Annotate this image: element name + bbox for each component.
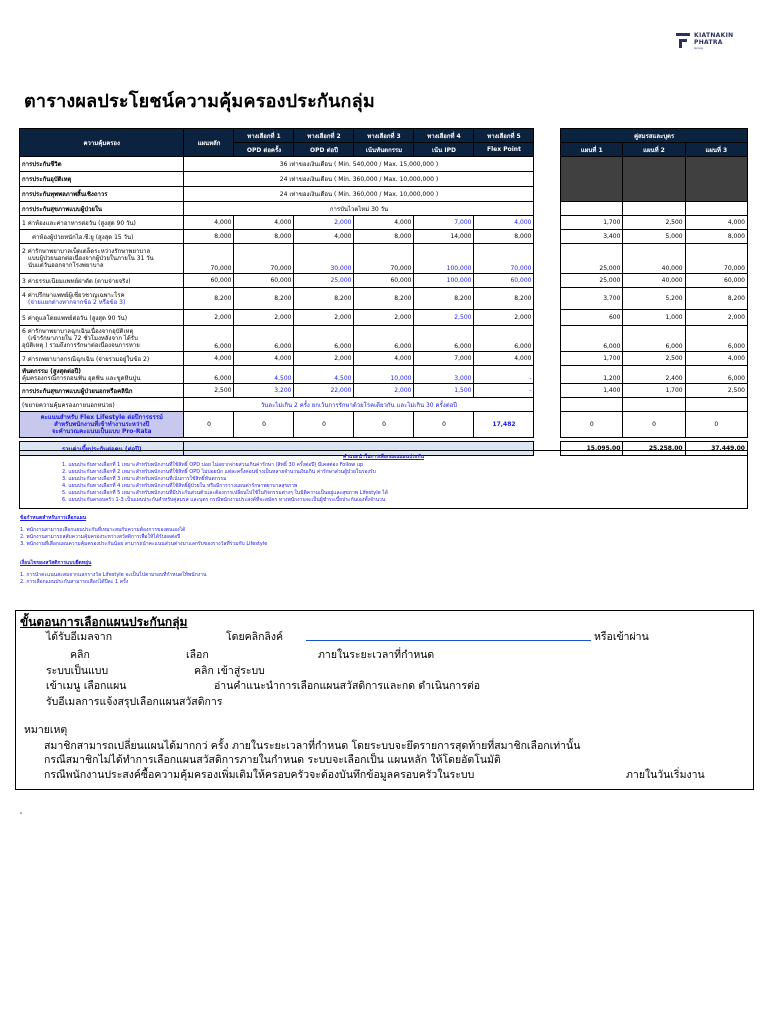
conditions-section — [20, 515, 267, 548]
cell-fam3: 60,000 — [685, 274, 747, 288]
step1-or-via: หรือเข้าผ่าน — [594, 631, 649, 643]
header-coverage: ความคุ้มครอง — [20, 129, 184, 157]
cell-main: 8,000 — [184, 230, 234, 244]
cell-opt4: 8,200 — [414, 288, 474, 310]
table-row — [20, 326, 748, 352]
remark-3: กรณีพนักงานประสงค์ซื้อความคุ้มครองเพิ่มเติมให้ครอบครัวจะต้องบันทึกข้อมูลครอบครัวในระบบ — [44, 769, 475, 781]
table-row — [20, 216, 748, 230]
cell-fam1: 25,000 — [561, 244, 623, 274]
cell-opt2: 6,000 — [294, 326, 354, 352]
cell-opt5: 8,000 — [474, 230, 534, 244]
logo-sub: Group — [694, 46, 704, 50]
table-row — [20, 412, 748, 438]
cell-opt3: 2,000 — [354, 384, 414, 398]
table-row — [20, 398, 748, 412]
advice-item: 4. แผนประกันทางเลือกที่ 4 เหมาะสำหรับพนักงานที่ใช้สิทธิ์ผู้ป่วยใน หรือมีการวางแผนค่ารักษาพยาบาลสุขภาพ — [62, 483, 298, 489]
cell-fam2: 2,400 — [623, 366, 685, 384]
benefits-table — [19, 128, 748, 456]
cell-fam2: 0 — [623, 412, 685, 438]
cell-opt3: 8,000 — [354, 230, 414, 244]
header-main-plan: แผนหลัก — [184, 129, 234, 157]
cell-main: 6,000 — [184, 326, 234, 352]
table-row — [20, 366, 748, 384]
cell-opt3: 0 — [354, 412, 414, 438]
total-fam2: 25,258.00 — [623, 442, 685, 456]
company-logo — [676, 32, 733, 50]
lifestyle-item: 2. การเลือกแผนประกันสามารถเลือกได้ปีละ 1 ครั้ง — [20, 579, 129, 585]
cell-opt3: 10,000 — [354, 366, 414, 384]
cell-opt5: 17,482 — [474, 412, 534, 438]
cell-fam1: 3,700 — [561, 288, 623, 310]
cell-opt1: 4,000 — [234, 352, 294, 366]
row-label-line: นับแต่วันออกจากโรงพยาบาล — [28, 262, 104, 269]
table-row — [20, 352, 748, 366]
cell-opt5: - — [474, 366, 534, 384]
step3-system: ระบบเป็นแบบ — [46, 665, 109, 677]
cell-fam1: 0 — [561, 412, 623, 438]
cell-opt2: 8,200 — [294, 288, 354, 310]
row-label: ค่าห้องผู้ป่วยหนักไอ.ซี.ยู (สูงสุด 15 วัน) — [20, 230, 184, 244]
cell-opt4: 2,500 — [414, 310, 474, 326]
header-option-2: ทางเลือกที่ 2 — [294, 129, 354, 143]
header-option-1-desc: OPD ต่อครั้ง — [234, 143, 294, 157]
cell-opt1: 3,200 — [234, 384, 294, 398]
conditions-title: ข้อกำหนดสำหรับการเลือกแผน — [20, 515, 87, 521]
lifestyle-title: เงื่อนไขของสวัสดิการแบบยืดหยุ่น — [20, 560, 92, 566]
cell-opt4: 14,000 — [414, 230, 474, 244]
cell-fam3: 8,200 — [685, 288, 747, 310]
cell-opt1: 4,500 — [234, 366, 294, 384]
cell-main: 60,000 — [184, 274, 234, 288]
cell-opt2: 2,000 — [294, 216, 354, 230]
cell-opt3: 4,000 — [354, 352, 414, 366]
step2-click: คลิก — [70, 649, 90, 661]
step4-continue: อ่านคำแนะนำการเลือกแผนสวัสดิการและกด ดำเนินการต่อ — [214, 680, 481, 692]
cell-fam2: 40,000 — [623, 244, 685, 274]
cell-opt2: 22,000 — [294, 384, 354, 398]
header-family-plan-2: แผนที่ 2 — [623, 143, 685, 157]
cell-fam3: 2,500 — [685, 384, 747, 398]
cell-main: 6,000 — [184, 366, 234, 384]
lifestyle-item: 1. การนำคะแนนสะสมจากแลกรางวัล Lifestyle จะเป็นไปตามรอบที่กำหนดให้พนักงาน — [20, 572, 207, 578]
cell-opt4: 100,000 — [414, 244, 474, 274]
table-row — [20, 310, 748, 326]
cell-fam1: 600 — [561, 310, 623, 326]
cell-opt4: 7,000 — [414, 352, 474, 366]
cell-fam1: 6,000 — [561, 326, 623, 352]
cell-opt1: 0 — [234, 412, 294, 438]
cell-opt1: 60,000 — [234, 274, 294, 288]
cell-opt1: 70,000 — [234, 244, 294, 274]
row-label-line: คุ้มครองกรณีการถอนฟัน อุดฟัน และขูดหินปูน — [22, 374, 141, 382]
row-label-line: (จ่ายแยกต่างหากจากข้อ 2 หรือข้อ 3) — [28, 298, 126, 306]
advice-item: 2. แผนประกันทางเลือกที่ 2 เหมาะสำหรับพนักงานที่ใช้สิทธิ์ OPD ไม่บ่อยนัก แต่ละครั้งค่อนข้างเป็นหลายจำนวนเงินเกิน ค่ารักษาส่วนผู้ป่วยในรองรับ — [62, 469, 376, 475]
row-accident-label: การประกันอุบัติเหตุ — [20, 172, 184, 187]
cell-fam1: 1,700 — [561, 352, 623, 366]
cell-fam2: 40,000 — [623, 274, 685, 288]
cell-fam2: 2,500 — [623, 352, 685, 366]
cell-opt4: 3,000 — [414, 366, 474, 384]
cell-main: 2,000 — [184, 310, 234, 326]
steps-title: ขั้นตอนการเลือกแผนประกันกลุ่ม — [20, 615, 188, 629]
table-row — [20, 244, 748, 274]
cell-main: 4,000 — [184, 216, 234, 230]
row-label-line: 6 ค่ารักษาพยาบาลฉุกเฉินเนื่องจากอุบัติเหตุ — [22, 328, 134, 335]
cell-opt4: 1,500 — [414, 384, 474, 398]
cell-main: 0 — [184, 412, 234, 438]
table-row — [20, 288, 748, 310]
advice-item: 1. แผนประกันทางเลือกที่ 1 เหมาะสำหรับพนักงานที่ใช้สิทธิ์ OPD บ่อย ไม่อยากจ่ายส่วนเกินค่ารักษา (สิทธิ์ 30 ครั้งต่อปี) มีเคสต่อง Follow up — [62, 462, 364, 468]
row-label-line: คะแนนสำหรับ Flex Lifestyle ต่อปีการธรรม์ — [40, 414, 163, 421]
cell-opt5: - — [474, 384, 534, 398]
cell-opt2: 4,500 — [294, 366, 354, 384]
cell-opt2: 0 — [294, 412, 354, 438]
step5-confirm-email: รับอีเมลการแจ้งสรุปเลือกแผนสวัสดิการ — [46, 696, 223, 708]
remark-title: หมายเหตุ — [24, 724, 68, 736]
lifestyle-section — [20, 560, 206, 586]
cell-fam3: 4,000 — [685, 352, 747, 366]
header-option-1: ทางเลือกที่ 1 — [234, 129, 294, 143]
plan-advice-title: คำแนะนำในการเลือกแผนแผนประกัน — [342, 454, 425, 460]
cell-fam3: 8,000 — [685, 230, 747, 244]
cell-opt3: 6,000 — [354, 326, 414, 352]
cell-fam3: 4,000 — [685, 216, 747, 230]
cell-fam2: 1,000 — [623, 310, 685, 326]
condition-item: 1. พนักงานสามารถเลือกแผนประกันที่เหมาะสมกับความต้องการของตนเองได้ — [20, 527, 186, 533]
advice-item: 6. แผนประกันครอบครัว 1-3 เป็นแผนประกันสำหรับคู่สมรส และบุตร กรณีพนักงานประสงค์ที่จะสมัคร ทางพนักงานจะเป็นผู้ชำระเบี้ยประกันเองทั้งจำนวน — [62, 497, 386, 503]
remark-3-deadline: ภายในวันเริ่มงาน — [626, 769, 705, 781]
cell-fam3: 6,000 — [685, 366, 747, 384]
row-label-line: แบบผู้ป่วยนอกต่อเนื่องจากผู้ป่วยในภายใน 31 วัน — [28, 255, 154, 262]
cell-fam1: 25,000 — [561, 274, 623, 288]
selection-steps-box — [15, 610, 754, 790]
row-label: 3 ค่าธรรมเนียมแพทย์ผ่าตัด (ตามจ่ายจริง) — [20, 274, 184, 288]
row-label-line: อุบัติเหตุ ) รวมถึงการรักษาต่อเนื่องจนการหาย — [22, 342, 140, 349]
header-option-4-desc: เน้น IPD — [414, 143, 474, 157]
cell-opt1: 2,000 — [234, 310, 294, 326]
cell-opt3: 4,000 — [354, 216, 414, 230]
cell-fam2: 1,700 — [623, 384, 685, 398]
cell-opt5: 70,000 — [474, 244, 534, 274]
row-label-line: 2 ค่ารักษาพยาบาลเบ็ดเตล็ดระหว่างรักษาพยาบาล — [22, 248, 151, 255]
table-row — [20, 230, 748, 244]
cell-opt5: 4,000 — [474, 352, 534, 366]
advice-item: 5. แผนประกันทางเลือกที่ 5 เหมาะสำหรับพนักงานที่มีประกันส่วนตัวและต้องการเปลี่ยนไปใช้ในกิจกรรมต่างๆ ในมิติความเป็นอยู่และสุขภาพ Lifestyle ได้ — [62, 490, 389, 496]
cell-opt5: 6,000 — [474, 326, 534, 352]
row-label-line: สำหรับพนักงานที่เข้าทำงานระหว่างปี — [54, 421, 150, 428]
row-ipd-note: การบันไวตไหม่ 30 วัน — [184, 202, 534, 216]
row-label-line: 4 ค่าปรึกษาแพทย์ผู้เชี่ยวชาญเฉพาะโรค — [22, 291, 125, 299]
row-label — [20, 244, 184, 274]
cell-opt2: 25,000 — [294, 274, 354, 288]
cell-fam2: 2,500 — [623, 216, 685, 230]
cell-opt3: 8,200 — [354, 288, 414, 310]
cell-fam1: 1,700 — [561, 216, 623, 230]
logo-line1: KIATNAKIN — [694, 32, 734, 39]
cell-opt2: 30,000 — [294, 244, 354, 274]
total-fam3: 37,449.00 — [685, 442, 747, 456]
cell-fam2: 5,000 — [623, 230, 685, 244]
cell-opt4: 100,000 — [414, 274, 474, 288]
cell-main: 2,500 — [184, 384, 234, 398]
total-fam1: 15,095.00 — [561, 442, 623, 456]
header-family-plan-3: แผนที่ 3 — [685, 143, 747, 157]
condition-item: 3. พนักงานที่เลือกแผนความคุ้มครองประกันน้อย สามารถนำคะแนนส่วนต่างมาแลกรับของรางวัลที่ร่วมกับ Lifestyle — [20, 541, 268, 547]
cell-opt4: 7,000 — [414, 216, 474, 230]
step3-login: คลิก เข้าสู่ระบบ — [194, 665, 265, 677]
table-row — [20, 274, 748, 288]
row-life-label: การประกันชีวิต — [20, 157, 184, 172]
cell-opt5: 8,200 — [474, 288, 534, 310]
cell-fam3: 2,000 — [685, 310, 747, 326]
total-label: รวมค่าเบี้ยประกันต่อคน (ต่อปี) — [20, 442, 184, 456]
condition-item: 2. พนักงานสามารถสลับความคุ้มครองระหว่างสวัสดิการเพื่อให้ได้รับผลต่อปี — [20, 534, 181, 540]
logo-icon — [676, 33, 690, 49]
cell-opt5: 2,000 — [474, 310, 534, 326]
step2-select: เลือก — [186, 649, 209, 661]
row-label: การประกันสุขภาพแบบผู้ป่วยนอกหรือคลินิก — [20, 384, 184, 398]
cell-fam1: 1,400 — [561, 384, 623, 398]
header-option-5-desc: Flex Point — [474, 143, 534, 157]
cell-fam3: 0 — [685, 412, 747, 438]
cell-opt1: 8,000 — [234, 230, 294, 244]
row-ipd-label: การประกันสุขภาพแบบผู้ป่วยใน — [20, 202, 184, 216]
cell-opt1: 8,200 — [234, 288, 294, 310]
step2-deadline: ภายในระยะเวลาที่กำหนด — [318, 649, 435, 661]
cell-opt1: 6,000 — [234, 326, 294, 352]
logo-line2: PHATRA — [694, 39, 723, 46]
cell-opt5: 60,000 — [474, 274, 534, 288]
row-label-line: (เข้ารักษาภายใน 72 ชั่วโมงหลังจาก ได้รับ — [28, 335, 138, 342]
row-label — [20, 326, 184, 352]
cell-fam3: 70,000 — [685, 244, 747, 274]
row-disability-value: 24 เท่าของเงินเดือน ( Min. 360,000 / Max. 10,000,000 ) — [184, 187, 534, 202]
plan-advice-box — [19, 450, 748, 509]
cell-fam3: 6,000 — [685, 326, 747, 352]
row-disability-label: การประกันทุพพลภาพสิ้นเชิงถาวร — [20, 187, 184, 202]
cell-fam2: 5,200 — [623, 288, 685, 310]
cell-main: 70,000 — [184, 244, 234, 274]
cell-opt4: 6,000 — [414, 326, 474, 352]
header-option-5: ทางเลือกที่ 5 — [474, 129, 534, 143]
header-option-4: ทางเลือกที่ 4 — [414, 129, 474, 143]
cell-opt3: 60,000 — [354, 274, 414, 288]
cell-opt2: 4,000 — [294, 230, 354, 244]
cell-fam1: 1,200 — [561, 366, 623, 384]
remark-1: สมาชิกสามารถเปลี่ยนแผนได้มากกว่ ครั้ง ภายในระยะเวลาที่กำหนด โดยระบบจะยึดรายการสุดท้ายที่สมาชิกเลือกเท่านั้น — [44, 740, 581, 752]
cell-fam1: 3,400 — [561, 230, 623, 244]
row-label: 7 ค่ารถพยาบาลกรณีฉุกเฉิน (จ่ายรวมอยู่ในข้อ 2) — [20, 352, 184, 366]
row-accident-value: 24 เท่าของเงินเดือน ( Min. 360,000 / Max. 10,000,000 ) — [184, 172, 534, 187]
stray-mark — [20, 812, 22, 814]
row-label: 1 ค่าห้องและค่าอาหารต่อวัน (สูงสุด 90 วัน) — [20, 216, 184, 230]
row-label: 5 ค่าดูแลโดยแพทย์ต่อวัน (สูงสุด 90 วัน) — [20, 310, 184, 326]
table-row — [20, 384, 748, 398]
page-title: ตารางผลประโยชน์ความคุ้มครองประกันกลุ่ม — [24, 91, 375, 112]
cell-fam2: 6,000 — [623, 326, 685, 352]
cell-opt4: 0 — [414, 412, 474, 438]
cell-opt3: 70,000 — [354, 244, 414, 274]
cell-opt5: 4,000 — [474, 216, 534, 230]
header-option-3: ทางเลือกที่ 3 — [354, 129, 414, 143]
row-label — [20, 366, 184, 384]
header-option-2-desc: OPD ต่อปี — [294, 143, 354, 157]
row-life-value: 36 เท่าของเงินเดือน ( Min. 540,000 / Max. 15,000,000 ) — [184, 157, 534, 172]
opd-note: วันละไม่เกิน 2 ครั้ง ยกเว้นการรักษาด้วยโรคเดียวกัน และไม่เกิน 30 ครั้งต่อปี — [184, 398, 534, 412]
cell-main: 8,200 — [184, 288, 234, 310]
header-family: คู่สมรสและบุตร — [561, 129, 748, 143]
step1-email: ได้รับอีเมลจาก — [46, 631, 113, 643]
step1-click-link: โดยคลิกลิงค์ — [226, 631, 284, 643]
login-link[interactable] — [306, 638, 591, 641]
step4-menu: เข้าเมนู เลือกแผน — [46, 680, 127, 692]
flex-label — [20, 412, 184, 438]
row-label — [20, 288, 184, 310]
row-label: (ขยายความคุ้มครองภายนอกหน่วย) — [20, 398, 184, 412]
header-family-plan-1: แผนที่ 1 — [561, 143, 623, 157]
header-option-3-desc: เน้นทันตกรรม — [354, 143, 414, 157]
row-label-line: ทันตกรรม (สูงสุดต่อปี) — [22, 367, 82, 375]
remark-2: กรณีสมาชิกไม่ได้ทำการเลือกแผนสวัสดิการภายในกำหนด ระบบจะเลือกเป็น แผนหลัก ให้โดยอัตโนมัติ — [44, 754, 501, 766]
cell-opt2: 2,000 — [294, 352, 354, 366]
advice-item: 3. แผนประกันทางเลือกที่ 3 เหมาะสำหรับพนักงานที่เน้นการใช้สิทธิ์ทันตกรรม — [62, 476, 227, 482]
cell-opt3: 2,000 — [354, 310, 414, 326]
cell-opt2: 2,000 — [294, 310, 354, 326]
cell-main: 4,000 — [184, 352, 234, 366]
cell-opt1: 4,000 — [234, 216, 294, 230]
row-label-line: จะคำนวณคะแนนเป็นแบบ Pro-Rata — [51, 428, 152, 435]
